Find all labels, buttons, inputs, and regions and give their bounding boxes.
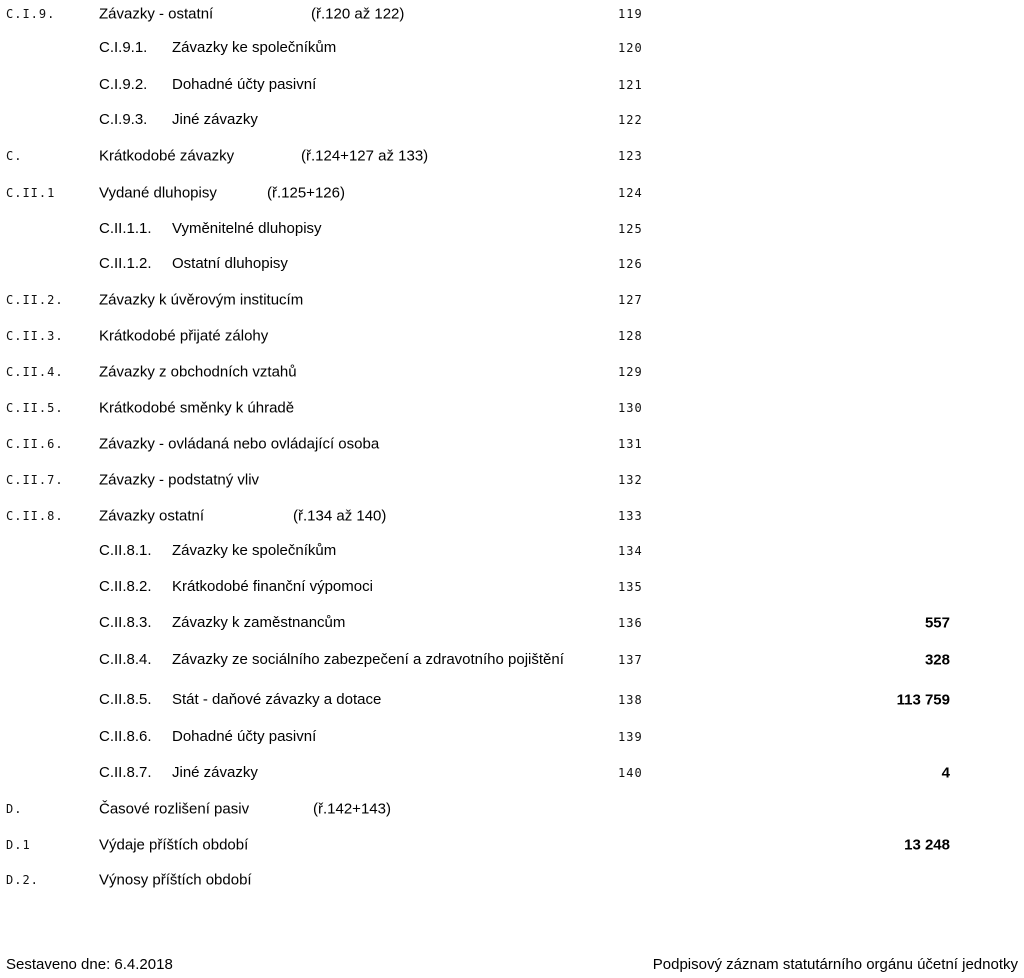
row-code: C.I.9. bbox=[6, 7, 56, 21]
row-label bbox=[99, 727, 569, 747]
row-line-number: 134 bbox=[618, 544, 643, 558]
row-code: D.2. bbox=[6, 873, 39, 887]
row-label bbox=[99, 577, 569, 597]
row-line-number: 127 bbox=[618, 293, 643, 307]
row-line-number: 121 bbox=[618, 78, 643, 92]
row-label: Vydané dluhopisy bbox=[99, 184, 217, 202]
table-row bbox=[0, 282, 1024, 318]
row-label: Krátkodobé směnky k úhradě bbox=[99, 399, 295, 417]
row-label-text: Závazky k zaměstnancům bbox=[172, 614, 346, 631]
row-label-text: Jiné závazky bbox=[172, 111, 258, 128]
row-subcode: C.II.8.7. bbox=[99, 764, 152, 781]
row-line-number: 133 bbox=[618, 509, 643, 523]
table-row bbox=[0, 426, 1024, 462]
row-label bbox=[99, 110, 569, 130]
table-row bbox=[0, 533, 1024, 569]
row-label: Závazky k úvěrovým institucím bbox=[99, 291, 304, 309]
row-label: Krátkodobé přijaté zálohy bbox=[99, 327, 269, 345]
row-label-text: Ostatní dluhopisy bbox=[172, 255, 288, 272]
row-label-text: Krátkodobé finanční výpomoci bbox=[172, 578, 373, 595]
row-label-text: Dohadné účty pasivní bbox=[172, 728, 317, 745]
row-label-text: Vyměnitelné dluhopisy bbox=[172, 220, 322, 237]
row-line-number: 120 bbox=[618, 41, 643, 55]
row-line-number: 138 bbox=[618, 693, 643, 707]
row-line-number: 119 bbox=[618, 7, 643, 21]
row-subcode: C.II.8.4. bbox=[99, 651, 152, 668]
row-subcode: C.I.9.3. bbox=[99, 111, 148, 128]
row-value: 113 759 bbox=[896, 691, 950, 709]
row-label-text: Závazky ze sociálního zabezpečení a zdravotního pojištění bbox=[172, 651, 564, 668]
row-label bbox=[99, 541, 569, 561]
row-line-number: 139 bbox=[618, 730, 643, 744]
row-code: C.II.5. bbox=[6, 401, 64, 415]
row-subcode: C.II.8.6. bbox=[99, 728, 152, 745]
row-subcode: C.II.8.2. bbox=[99, 578, 152, 595]
table-row bbox=[0, 211, 1024, 247]
row-code: C.II.1 bbox=[6, 186, 56, 200]
row-label bbox=[99, 75, 569, 95]
table-row bbox=[0, 67, 1024, 103]
row-subcode: C.II.8.3. bbox=[99, 614, 152, 631]
row-code: C.II.2. bbox=[6, 293, 64, 307]
table-row bbox=[0, 498, 1024, 534]
row-code: C.II.7. bbox=[6, 473, 64, 487]
row-subcode: C.I.9.1. bbox=[99, 39, 148, 56]
table-row bbox=[0, 569, 1024, 605]
row-label: Výnosy příštích období bbox=[99, 871, 252, 889]
table-row bbox=[0, 791, 1024, 827]
row-line-number: 123 bbox=[618, 149, 643, 163]
row-code: D.1 bbox=[6, 838, 31, 852]
row-reference: (ř.125+126) bbox=[267, 184, 345, 202]
table-row bbox=[0, 0, 1024, 32]
table-row bbox=[0, 354, 1024, 390]
row-subcode: C.II.1.1. bbox=[99, 220, 152, 237]
row-label bbox=[99, 254, 569, 274]
row-label-text: Stát - daňové závazky a dotace bbox=[172, 691, 382, 708]
table-row bbox=[0, 138, 1024, 174]
table-row bbox=[0, 638, 1024, 682]
row-code: D. bbox=[6, 802, 23, 816]
row-line-number: 137 bbox=[618, 653, 643, 667]
row-subcode: C.II.8.1. bbox=[99, 542, 152, 559]
row-label bbox=[99, 38, 569, 58]
row-reference: (ř.124+127 až 133) bbox=[301, 147, 429, 165]
table-row bbox=[0, 682, 1024, 718]
row-value: 4 bbox=[941, 764, 950, 782]
row-label bbox=[99, 219, 569, 239]
row-line-number: 125 bbox=[618, 222, 643, 236]
row-line-number: 130 bbox=[618, 401, 643, 415]
row-reference: (ř.134 až 140) bbox=[293, 507, 387, 525]
row-code: C.II.8. bbox=[6, 509, 64, 523]
row-line-number: 135 bbox=[618, 580, 643, 594]
row-code: C.II.4. bbox=[6, 365, 64, 379]
row-label-text: Dohadné účty pasivní bbox=[172, 76, 317, 93]
row-line-number: 132 bbox=[618, 473, 643, 487]
row-label: Závazky z obchodních vztahů bbox=[99, 363, 297, 381]
row-label bbox=[99, 613, 569, 633]
table-row bbox=[0, 30, 1024, 66]
row-line-number: 122 bbox=[618, 113, 643, 127]
row-value: 328 bbox=[924, 651, 950, 669]
row-label: Závazky - podstatný vliv bbox=[99, 471, 260, 489]
table-row bbox=[0, 175, 1024, 211]
table-row bbox=[0, 246, 1024, 282]
row-value: 557 bbox=[924, 614, 950, 632]
table-row bbox=[0, 862, 1024, 898]
row-label-text: Závazky ke společníkům bbox=[172, 542, 337, 559]
row-label: Závazky - ovládaná nebo ovládající osoba bbox=[99, 435, 380, 453]
row-label: Závazky ostatní bbox=[99, 507, 205, 525]
row-code: C.II.6. bbox=[6, 437, 64, 451]
row-subcode: C.II.1.2. bbox=[99, 255, 152, 272]
row-line-number: 131 bbox=[618, 437, 643, 451]
row-label: Krátkodobé závazky bbox=[99, 147, 235, 165]
table-row bbox=[0, 462, 1024, 498]
row-label bbox=[99, 690, 569, 710]
row-label: Závazky - ostatní bbox=[99, 5, 214, 23]
table-row bbox=[0, 318, 1024, 354]
row-line-number: 129 bbox=[618, 365, 643, 379]
row-line-number: 126 bbox=[618, 257, 643, 271]
row-line-number: 136 bbox=[618, 616, 643, 630]
signature-note: Podpisový záznam statutárního orgánu účetní jednotky bbox=[652, 956, 1018, 973]
table-row bbox=[0, 605, 1024, 641]
row-label: Výdaje příštích období bbox=[99, 836, 249, 854]
row-label-text: Jiné závazky bbox=[172, 764, 258, 781]
row-subcode: C.II.8.5. bbox=[99, 691, 152, 708]
row-code: C. bbox=[6, 149, 23, 163]
row-code: C.II.3. bbox=[6, 329, 64, 343]
row-line-number: 124 bbox=[618, 186, 643, 200]
row-label bbox=[99, 763, 569, 783]
row-line-number: 128 bbox=[618, 329, 643, 343]
table-row bbox=[0, 719, 1024, 755]
row-label: Časové rozlišení pasiv bbox=[99, 800, 250, 818]
row-label bbox=[99, 650, 569, 670]
table-row bbox=[0, 755, 1024, 791]
table-row bbox=[0, 102, 1024, 138]
compiled-date: Sestaveno dne: 6.4.2018 bbox=[6, 956, 173, 973]
row-value: 13 248 bbox=[904, 836, 950, 854]
row-line-number: 140 bbox=[618, 766, 643, 780]
table-row bbox=[0, 390, 1024, 426]
table-row bbox=[0, 827, 1024, 863]
row-subcode: C.I.9.2. bbox=[99, 76, 148, 93]
row-reference: (ř.142+143) bbox=[313, 800, 391, 818]
row-reference: (ř.120 až 122) bbox=[311, 5, 405, 23]
row-label-text: Závazky ke společníkům bbox=[172, 39, 337, 56]
